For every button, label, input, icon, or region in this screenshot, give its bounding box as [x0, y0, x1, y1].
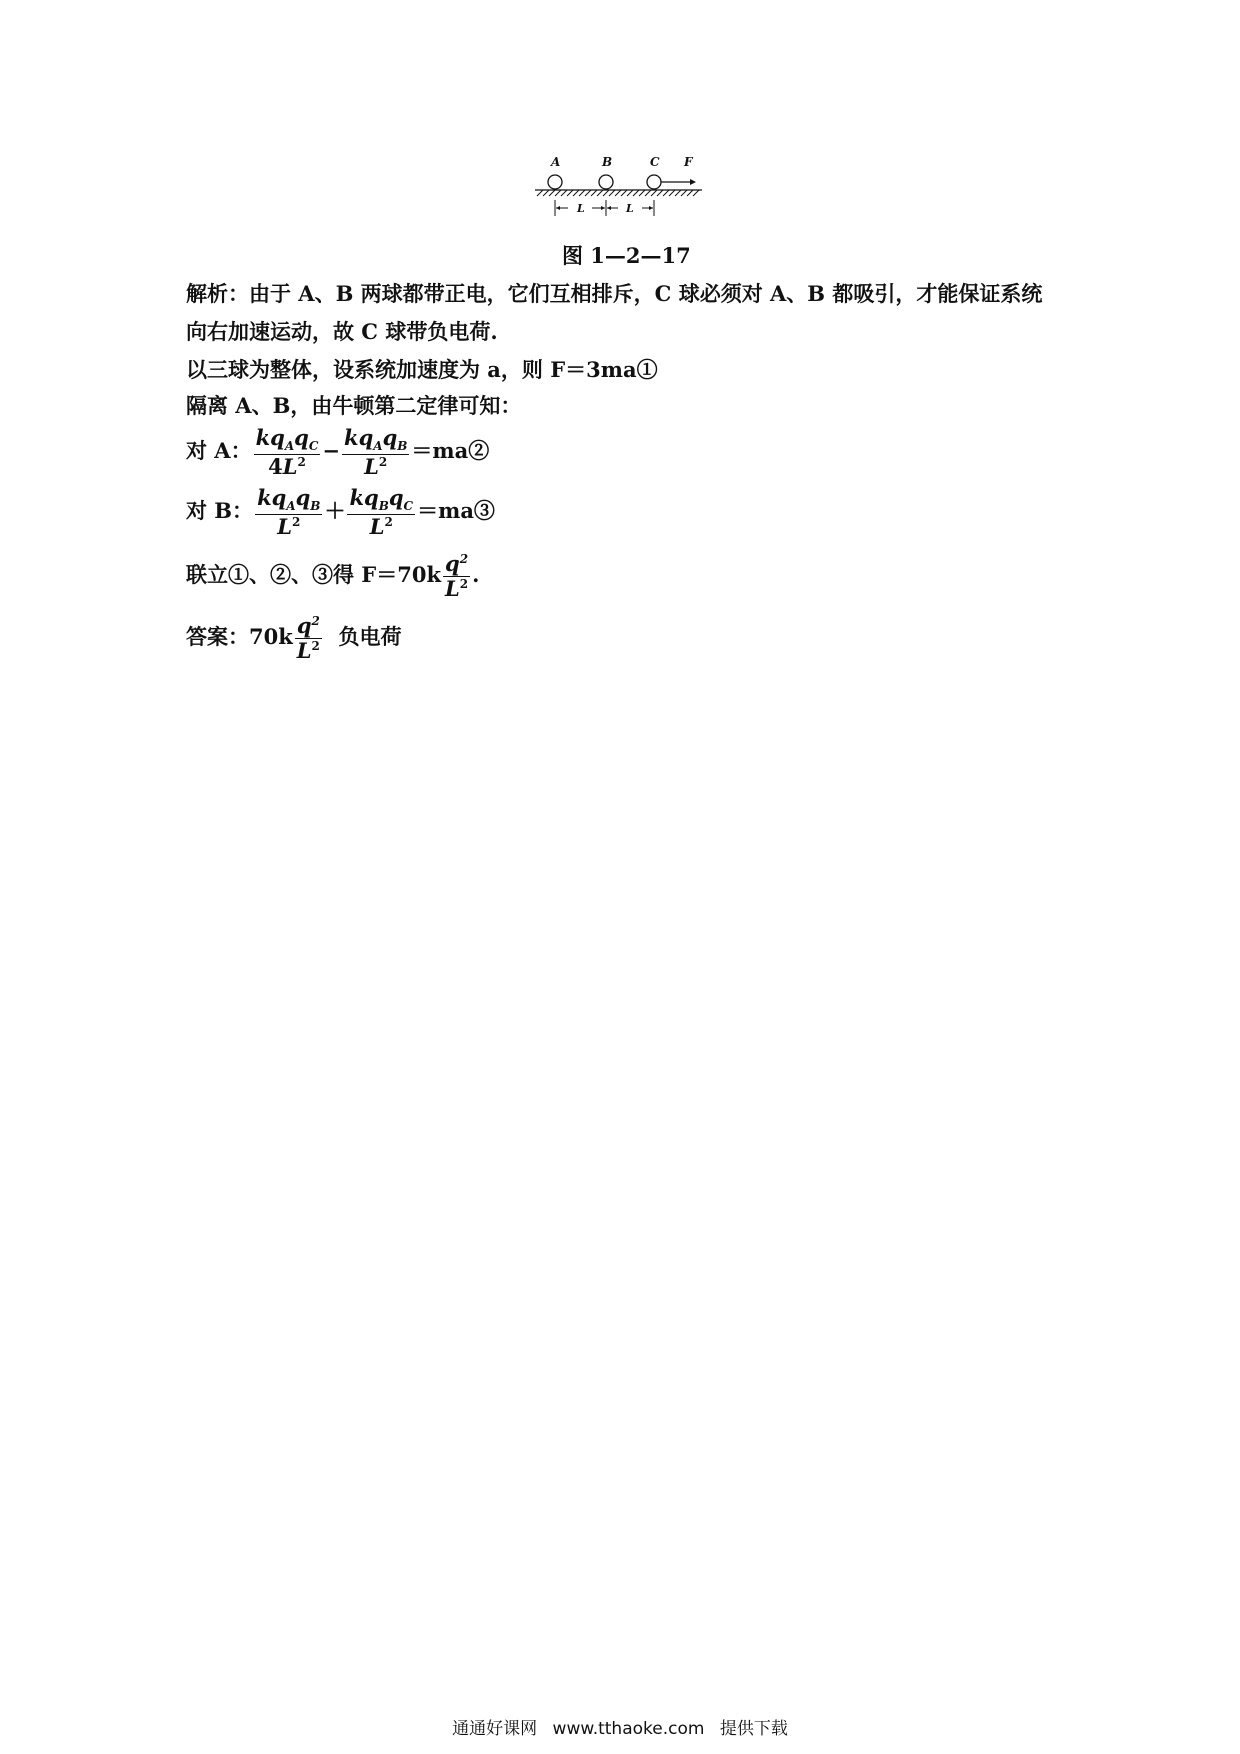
- ground-hatch: [537, 190, 699, 196]
- fraction-6: $\frac{q^2}{L^2}$: [296, 613, 320, 664]
- equation-a-rhs: ＝ma②: [411, 438, 490, 464]
- footer-download: 提供下载: [719, 1719, 788, 1739]
- fraction-3: $\frac{kq_Aq_B}{L^2}$: [257, 485, 321, 539]
- footer-url[interactable]: www.tthaoke.com: [552, 1719, 705, 1739]
- fraction-2: $\frac{kq_Aq_B}{L^2}$: [344, 425, 408, 479]
- answer-line: [186, 614, 402, 663]
- label-c: C: [650, 155, 660, 169]
- ball-a: [548, 175, 562, 189]
- fraction-5: $\frac{q^2}{L^2}$: [445, 551, 469, 602]
- combined-label: 联立①、②、③得 F＝70k: [186, 562, 441, 588]
- fraction-4: $\frac{kq_Bq_C}{L^2}$: [349, 485, 414, 539]
- charges-figure: [530, 150, 710, 222]
- fraction-1: $\frac{kq_Aq_C}{4L^2}$: [255, 425, 319, 479]
- label-a: A: [551, 155, 561, 169]
- figure-caption: 图 1—2—17: [562, 243, 691, 268]
- answer-label: 答案：70k: [186, 624, 293, 650]
- analysis-line-4: 隔离 A、B，由牛顿第二定律可知：: [186, 393, 522, 418]
- label-f: F: [684, 155, 693, 169]
- label-b: B: [602, 155, 613, 169]
- analysis-line-1: 解析：由于 A、B 两球都带正电，它们互相排斥，C 球必须对 A、B 都吸引，才能保证系统: [186, 281, 1043, 306]
- ball-c: [647, 175, 661, 189]
- analysis-line-3: 以三球为整体，设系统加速度为 a，则 F＝3ma①: [186, 357, 658, 382]
- equation-b-rhs: ＝ma③: [417, 498, 495, 524]
- analysis-line-2: 向右加速运动，故 C 球带负电荷.: [186, 319, 498, 344]
- length-label-2: L: [626, 202, 634, 215]
- equation-a-label: 对 A：: [186, 438, 252, 464]
- ball-b: [599, 175, 613, 189]
- footer-site: 通通好课网: [452, 1719, 538, 1739]
- length-label-1: L: [577, 202, 585, 215]
- equation-b: 对 B： $\frac{kq_Aq_B}{L^2}$ ＋ $\frac{kq_Bq_C}{L^2}$ ＝ma③: [186, 485, 495, 539]
- page-footer: [0, 1714, 1240, 1739]
- equation-b-label: 对 B：: [186, 498, 254, 524]
- equation-a: 对 A： $\frac{kq_Aq_C}{4L^2}$ − $\frac{kq_Aq_B}{L^2}$ ＝ma②: [186, 425, 490, 479]
- answer-tail: 负电荷: [338, 624, 402, 650]
- combined-result: 联立①、②、③得 F＝70k $\frac{q^2}{L^2}$ .: [186, 551, 480, 602]
